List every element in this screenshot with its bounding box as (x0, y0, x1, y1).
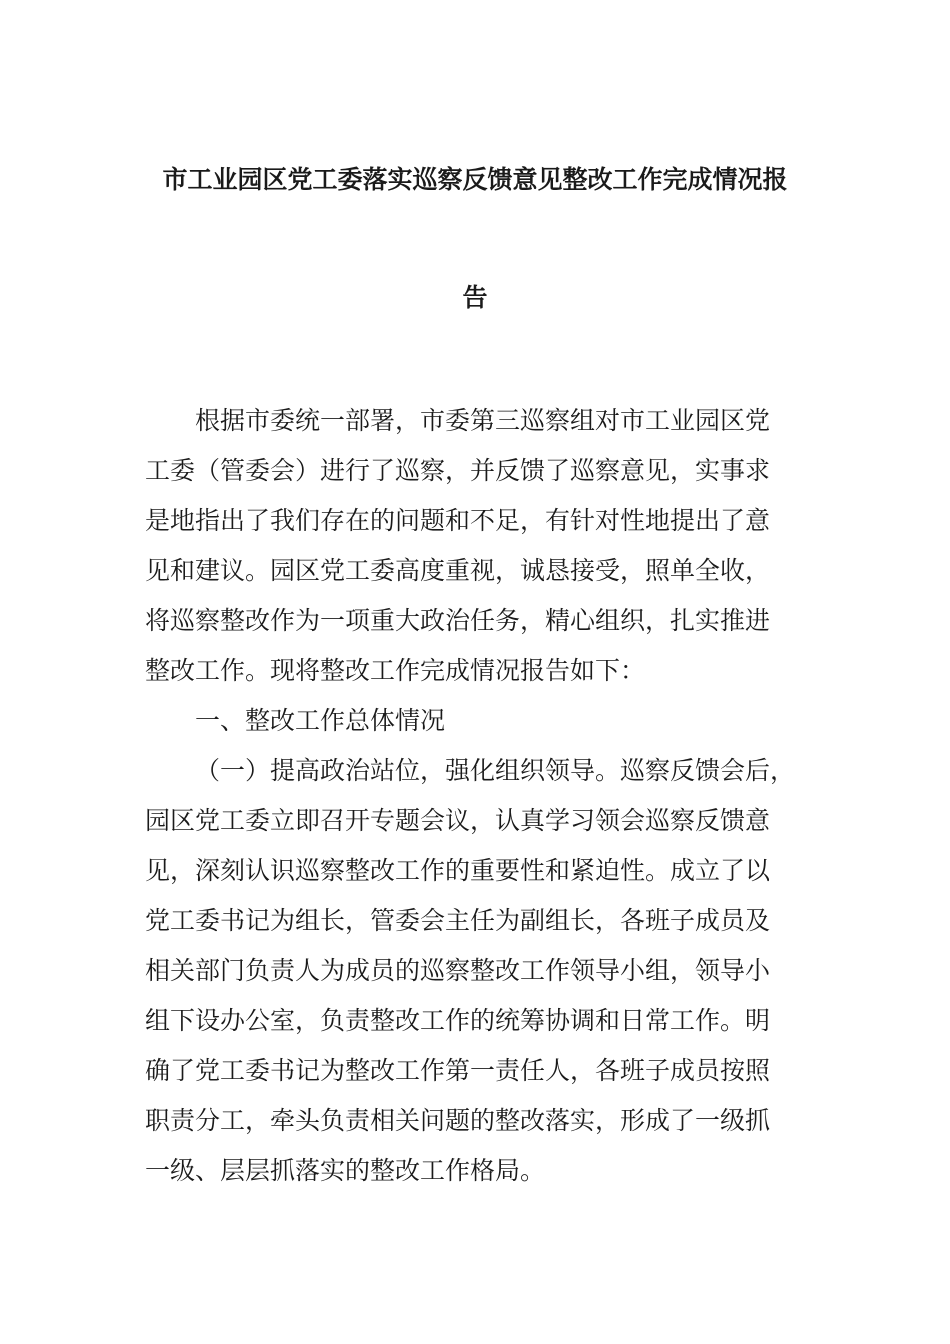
paragraph-intro-line-2: 工委（管委会）进行了巡察，并反馈了巡察意见，实事求 (145, 456, 771, 485)
paragraph-1-line-3: 见，深刻认识巡察整改工作的重要性和紧迫性。成立了以 (145, 856, 771, 885)
paragraph-1-line-7: 确了党工委书记为整改工作第一责任人，各班子成员按照 (145, 1056, 771, 1085)
document-title-line-2: 告 (462, 283, 488, 312)
paragraph-intro-line-6: 整改工作。现将整改工作完成情况报告如下： (145, 656, 646, 685)
paragraph-intro-line-4: 见和建议。园区党工委高度重视，诚恳接受，照单全收， (145, 556, 771, 585)
paragraph-intro-line-1: 根据市委统一部署，市委第三巡察组对市工业园区党 (195, 406, 771, 435)
paragraph-1-line-4: 党工委书记为组长，管委会主任为副组长，各班子成员及 (145, 906, 771, 935)
paragraph-intro-line-3: 是地指出了我们存在的问题和不足，有针对性地提出了意 (145, 506, 771, 535)
paragraph-1-line-9: 一级、层层抓落实的整改工作格局。 (145, 1156, 546, 1185)
paragraph-1-line-2: 园区党工委立即召开专题会议，认真学习领会巡察反馈意 (145, 806, 771, 835)
paragraph-1-line-6: 组下设办公室，负责整改工作的统筹协调和日常工作。明 (145, 1006, 771, 1035)
paragraph-intro-line-5: 将巡察整改作为一项重大政治任务，精心组织，扎实推进 (145, 606, 771, 635)
paragraph-1-line-1: （一）提高政治站位，强化组织领导。巡察反馈会后， (195, 756, 796, 785)
paragraph-1-line-5: 相关部门负责人为成员的巡察整改工作领导小组，领导小 (145, 956, 771, 985)
document-title-line-1: 市工业园区党工委落实巡察反馈意见整改工作完成情况报 (162, 165, 788, 194)
paragraph-1-line-8: 职责分工，牵头负责相关问题的整改落实，形成了一级抓 (145, 1106, 771, 1135)
section-heading-1: 一、整改工作总体情况 (195, 706, 446, 735)
